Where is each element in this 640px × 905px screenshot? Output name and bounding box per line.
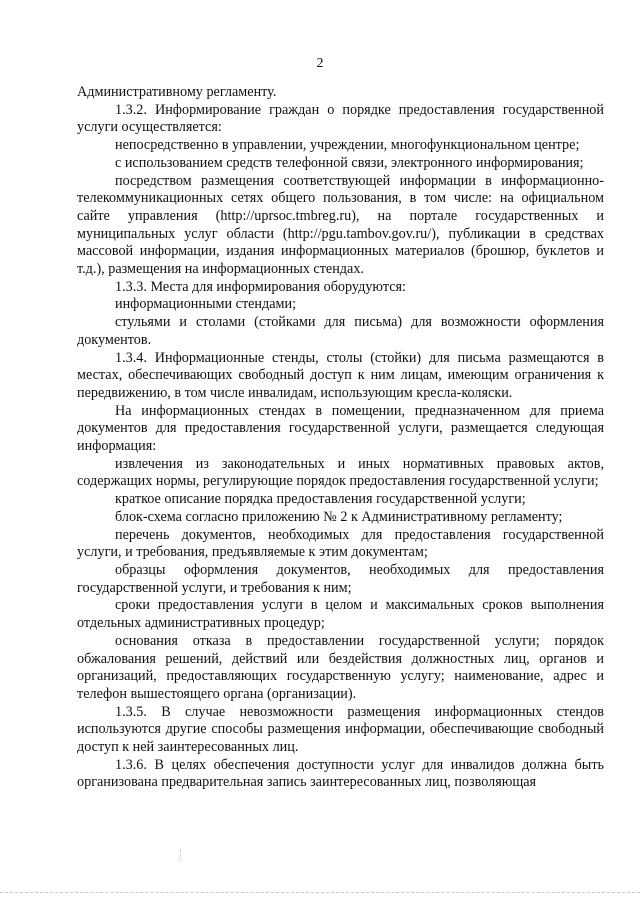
paragraph-18: 1.3.6. В целях обеспечения доступности услуг для инвалидов должна быть организована предварительная запись заинтересованных лиц, позволяющая (77, 756, 604, 791)
paragraph-14: образцы оформления документов, необходимых для предоставления государственной услуги, и требования к ним; (77, 561, 604, 596)
paragraph-16: основания отказа в предоставлении государственной услуги; порядок обжалования решений, действий или бездействия должностных лиц, органов и организаций, предоставляющих государственную услугу; наименование, адрес и телефон вышестоящего органа (организации). (77, 632, 604, 702)
paragraph-1: 1.3.2. Информирование граждан о порядке предоставления государственной услуги осуществляется: (77, 101, 604, 136)
paragraph-0: Административному регламенту. (77, 84, 277, 100)
paragraph-10: извлечения из законодательных и иных нормативных правовых актов, содержащих нормы, регулирующие порядок предоставления государственной услуги; (77, 455, 604, 490)
paragraph-15: сроки предоставления услуги в целом и максимальных сроков выполнения отдельных административных процедур; (77, 597, 604, 632)
paragraph-2: непосредственно в управлении, учреждении, многофункциональном центре; (115, 137, 580, 154)
page-number: 2 (316, 56, 324, 71)
paragraph-9: На информационных стендах в помещении, предназначенном для приема документов для предоставления государственной услуги, размещается следующая информация: (77, 402, 604, 455)
scan-artifact-mark (180, 850, 182, 860)
paragraph-12: блок-схема согласно приложению № 2 к Административному регламенту; (115, 508, 563, 525)
paragraph-4: посредством размещения соответствующей информации в информационно-телекоммуникационных сетях общего пользования, в том числе: на официальном сайте управления (http://uprsoc.tmbreg.ru), на портале государственных и муниципальных услуг области (http://pgu.tambov.gov.ru/), публикации в средствах массовой информации, издания информационных материалов (брошюр, буклетов и т.д.), размещения на информационных стендах. (77, 172, 604, 278)
paragraph-7: стульями и столами (стойками для письма) для возможности оформления документов. (77, 314, 604, 348)
paragraph-6: информационными стендами; (115, 296, 297, 313)
footer-divider (0, 892, 640, 894)
paragraph-3: с использованием средств телефонной связи, электронного информирования; (115, 154, 584, 171)
paragraph-11: краткое описание порядка предоставления государственной услуги; (115, 491, 526, 508)
paragraph-13: перечень документов, необходимых для предоставления государственной услуги, и требования, предъявляемые к этим документам; (77, 526, 604, 561)
paragraph-8: 1.3.4. Информационные стенды, столы (стойки) для письма размещаются в местах, обеспечивающих свободный доступ к ним лицам, имеющим ограничения к передвижению, в том числе инвалидам, использующим кресла-коляски. (77, 349, 604, 401)
document-body (77, 84, 604, 792)
paragraph-5: 1.3.3. Места для информирования оборудуются: (115, 278, 406, 295)
paragraph-17: 1.3.5. В случае невозможности размещения информационных стендов используются другие способы размещения информации, обеспечивающие свободный доступ к ней заинтересованных лиц. (77, 703, 604, 756)
